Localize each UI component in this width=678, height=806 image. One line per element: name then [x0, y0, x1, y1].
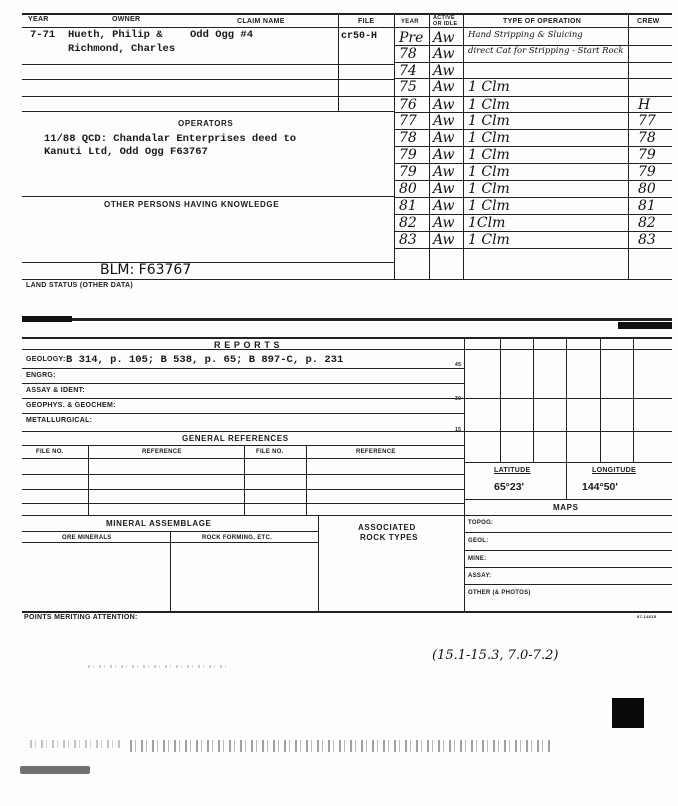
- log-year: Pre: [399, 30, 424, 46]
- log-type: direct Cat for Stripping - Start Rock: [468, 46, 624, 56]
- assay-label: ASSAY & IDENT:: [26, 387, 86, 394]
- log-status: Aw: [433, 63, 455, 79]
- log-status: Aw: [433, 46, 455, 62]
- longitude-label: LONGITUDE: [592, 467, 636, 474]
- metallurgical-label: METALLURGICAL:: [26, 417, 93, 424]
- header-or-idle: OR IDLE: [433, 21, 458, 27]
- log-type: 1 Clm: [468, 97, 510, 113]
- operators-line-1: 11/88 QCD: Chandalar Enterprises deed to: [44, 133, 297, 145]
- log-year: 75: [399, 79, 417, 95]
- log-status: Aw: [433, 181, 455, 197]
- claim-owner-1: Hueth, Philip &: [68, 29, 163, 41]
- scan-noise-1: [88, 665, 228, 668]
- header-year: YEAR: [28, 16, 49, 23]
- latitude-value: 65°23': [494, 481, 525, 493]
- log-crew: 79: [638, 147, 656, 163]
- ref-reference-2: REFERENCE: [356, 449, 396, 455]
- other-persons-title: OTHER PERSONS HAVING KNOWLEDGE: [104, 200, 280, 209]
- claim-year: 7-71: [30, 29, 56, 41]
- ref-reference-1: REFERENCE: [142, 449, 182, 455]
- scan-smudge: [20, 766, 90, 774]
- log-crew: 80: [638, 181, 656, 197]
- log-status: Aw: [433, 147, 455, 163]
- margin-15: 15: [455, 427, 462, 433]
- claim-file: cr50-H: [341, 31, 378, 42]
- header-year-2: YEAR: [401, 19, 419, 25]
- log-status: Aw: [433, 198, 455, 214]
- log-type: Hand Stripping & Sluicing: [468, 30, 583, 40]
- log-year: 83: [399, 232, 417, 248]
- maps-assay: ASSAY:: [468, 573, 492, 579]
- longitude-value: 144°50': [582, 481, 618, 493]
- scan-noise-3: [30, 740, 120, 748]
- log-type: 1Clm: [468, 215, 506, 231]
- maps-mine: MINE:: [468, 556, 487, 562]
- margin-30: 30: [455, 396, 462, 402]
- log-type: 1 Clm: [468, 198, 510, 214]
- points-label: POINTS MERITING ATTENTION:: [24, 614, 138, 621]
- header-crew: CREW: [637, 18, 660, 25]
- log-year: 77: [399, 113, 417, 129]
- reports-title: R E P O R T S: [214, 340, 281, 350]
- coords-note: (15.1-15.3, 7.0-7.2): [432, 648, 559, 663]
- maps-other: OTHER (& PHOTOS): [468, 590, 531, 596]
- log-year: 79: [399, 164, 417, 180]
- rock-types-label: ROCK TYPES: [360, 533, 419, 542]
- header-owner: OWNER: [112, 16, 141, 23]
- maps-geol: GEOL:: [468, 538, 489, 544]
- section-divider: [22, 318, 672, 321]
- log-type: 1 Clm: [468, 130, 510, 146]
- ref-file-no-2: FILE NO.: [256, 449, 284, 455]
- maps-topog: TOPOG:: [468, 520, 494, 526]
- log-status: Aw: [433, 30, 455, 46]
- log-crew: H: [638, 97, 651, 113]
- form-number: 87-14615: [637, 614, 657, 619]
- general-refs-title: GENERAL REFERENCES: [182, 434, 289, 443]
- blm-note: BLM: F63767: [100, 262, 192, 278]
- margin-45: 45: [455, 362, 462, 368]
- geophys-label: GEOPHYS. & GEOCHEM:: [26, 402, 116, 409]
- log-crew: 79: [638, 164, 656, 180]
- operators-title: OPERATORS: [178, 119, 234, 128]
- log-status: Aw: [433, 97, 455, 113]
- header-file: FILE: [358, 18, 375, 25]
- maps-title: MAPS: [553, 503, 579, 512]
- log-type: 1 Clm: [468, 181, 510, 197]
- engrg-label: ENGRG:: [26, 372, 56, 379]
- log-status: Aw: [433, 130, 455, 146]
- log-type: 1 Clm: [468, 113, 510, 129]
- log-crew: 81: [638, 198, 656, 214]
- log-type: 1 Clm: [468, 147, 510, 163]
- log-year: 74: [399, 63, 417, 79]
- header-type-operation: TYPE OF OPERATION: [503, 18, 582, 25]
- log-year: 79: [399, 147, 417, 163]
- operators-line-2: Kanuti Ltd, Odd Ogg F63767: [44, 146, 208, 158]
- log-crew: 78: [638, 130, 656, 146]
- log-year: 76: [399, 97, 417, 113]
- claim-name: Odd Ogg #4: [190, 29, 254, 41]
- ore-minerals-label: ORE MINERALS: [62, 535, 112, 541]
- land-status-label: LAND STATUS (OTHER DATA): [26, 282, 134, 289]
- log-year: 80: [399, 181, 417, 197]
- associated-label: ASSOCIATED: [358, 523, 416, 532]
- scan-noise-2: [130, 740, 550, 752]
- log-status: Aw: [433, 164, 455, 180]
- mineral-title: MINERAL ASSEMBLAGE: [106, 519, 212, 528]
- rock-forming-label: ROCK FORMING, ETC.: [202, 535, 273, 541]
- ref-file-no-1: FILE NO.: [36, 449, 64, 455]
- log-status: Aw: [433, 113, 455, 129]
- log-year: 78: [399, 130, 417, 146]
- log-crew: 82: [638, 215, 656, 231]
- log-type: 1 Clm: [468, 164, 510, 180]
- header-claim-name: CLAIM NAME: [237, 18, 285, 25]
- log-status: Aw: [433, 79, 455, 95]
- geology-label: GEOLOGY:: [26, 356, 66, 363]
- log-type: 1 Clm: [468, 79, 510, 95]
- log-crew: 77: [638, 113, 656, 129]
- log-status: Aw: [433, 232, 455, 248]
- geology-value: B 314, p. 105; B 538, p. 65; B 897-C, p. 231: [66, 354, 344, 366]
- latitude-label: LATITUDE: [494, 467, 531, 474]
- claim-owner-2: Richmond, Charles: [68, 43, 176, 55]
- log-type: 1 Clm: [468, 232, 510, 248]
- log-year: 78: [399, 46, 417, 62]
- log-year: 81: [399, 198, 417, 214]
- log-crew: 83: [638, 232, 656, 248]
- scan-blot: [612, 698, 644, 728]
- log-year: 82: [399, 215, 417, 231]
- header-active: ACTIVE: [433, 15, 455, 21]
- log-status: Aw: [433, 215, 455, 231]
